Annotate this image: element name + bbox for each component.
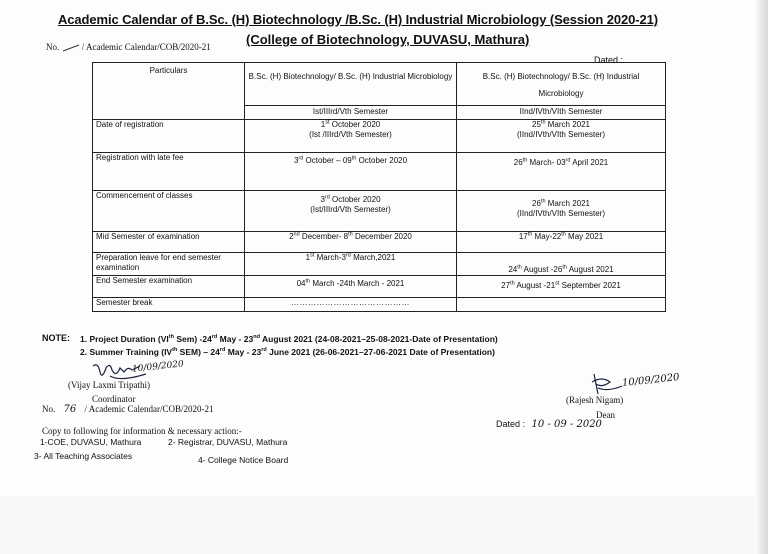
even-semester-cell [457, 298, 666, 312]
dispatch-number: No. 76 / Academic Calendar/COB/2020-21 [42, 404, 214, 415]
even-semester-cell: 26th March- 03rd April 2021 [457, 153, 666, 191]
row-label: Commencement of classes [93, 191, 245, 232]
table-row [93, 120, 666, 153]
reference-text: / Academic Calendar/COB/2020-21 [81, 42, 211, 52]
row-label: Date of registration [93, 120, 245, 153]
table-row [93, 191, 666, 232]
row-label: End Semester examination [93, 276, 245, 298]
table-row [93, 298, 666, 312]
odd-semester-cell: 1st October 2020 (Ist /IIIrd/Vth Semester) [245, 120, 457, 153]
dated-label-top: Dated : [594, 55, 624, 65]
page-subtitle: (College of Biotechnology, DUVASU, Mathura) [246, 32, 530, 47]
scan-edge-shadow [754, 0, 768, 554]
even-semester-cell: 24th August -26th August 2021 [457, 253, 666, 276]
header-even-program: B.Sc. (H) Biotechnology/ B.Sc. (H) Industrial Microbiology [457, 63, 666, 106]
header-odd-program: B.Sc. (H) Biotechnology/ B.Sc. (H) Industrial Microbiology [245, 63, 457, 106]
header-odd-semester: Ist/IIIrd/Vth Semester [245, 106, 457, 120]
dean-signature-date: 10/09/2020 [621, 372, 681, 389]
even-semester-cell: 17th May-22th May 2021 [457, 232, 666, 253]
dean-name: (Rajesh Nigam) [566, 395, 624, 405]
row-label: Registration with late fee [93, 153, 245, 191]
dated-handwritten: 10 - 09 - 2020 [531, 419, 602, 430]
reference-number [46, 42, 211, 52]
coordinator-title: Coordinator [92, 394, 136, 404]
note-item-1: 1. Project Duration (VIth Sem) -24rd May - 23nd August 2021 (24-08-2021–25-08-2021-Date of Presentation) [80, 334, 498, 344]
note-label: NOTE: [42, 333, 70, 343]
copy-recipient-4: 4- College Notice Board [198, 455, 289, 465]
dean-title: Dean [596, 410, 615, 420]
header-particulars: Particulars [93, 63, 245, 120]
table-header-row [93, 63, 666, 106]
odd-semester-cell: 1st March-3rd March,2021 [245, 253, 457, 276]
table-row [93, 232, 666, 253]
scan-background [0, 496, 768, 554]
dated-bottom: Dated : 10 - 09 - 2020 [496, 419, 602, 430]
page-title: Academic Calendar of B.Sc. (H) Biotechnology /B.Sc. (H) Industrial Microbiology (Session 2020-21) [58, 12, 658, 27]
copy-to-text: Copy to following for information & necessary action:- [42, 426, 242, 436]
even-semester-cell: 25th March 2021 (IInd/IVth/VIth Semester) [457, 120, 666, 153]
odd-semester-cell: …………………………………… [245, 298, 457, 312]
odd-semester-cell: 3rd October – 09th October 2020 [245, 153, 457, 191]
coordinator-signature-date: 10/09/2020 [131, 359, 185, 375]
copy-recipient-3: 3- All Teaching Associates [34, 451, 133, 461]
table-row [93, 276, 666, 298]
pen-stroke-icon [62, 44, 80, 52]
dispatch-number-handwritten: 76 [63, 404, 77, 415]
header-even-semester: IInd/IVth/VIth Semester [457, 106, 666, 120]
odd-semester-cell: 3rd October 2020 (Ist/IIIrd/Vth Semester) [245, 191, 457, 232]
row-label: Preparation leave for end semester examination [93, 253, 245, 276]
odd-semester-cell: 2nd December- 8th December 2020 [245, 232, 457, 253]
even-semester-cell: 26th March 2021 (IInd/IVth/VIth Semester) [457, 191, 666, 232]
row-label: Semester break [93, 298, 245, 312]
copy-recipient-1: 1-COE, DUVASU, Mathura [40, 437, 142, 447]
copy-recipient-2: 2- Registrar, DUVASU, Mathura [168, 437, 288, 447]
row-label: Mid Semester of examination [93, 232, 245, 253]
odd-semester-cell: 04th March -24th March - 2021 [245, 276, 457, 298]
table-row [93, 253, 666, 276]
coordinator-name: (Vijay Laxmi Tripathi) [68, 380, 150, 390]
reference-no-label: No. [46, 42, 60, 52]
note-item-2: 2. Summer Training (IVth SEM) – 24rd May - 23rd June 2021 (26-06-2021–27-06-2021 Date of Presentation) [80, 347, 495, 357]
table-row [93, 153, 666, 191]
even-semester-cell: 27th August -21st September 2021 [457, 276, 666, 298]
calendar-table [92, 62, 666, 312]
